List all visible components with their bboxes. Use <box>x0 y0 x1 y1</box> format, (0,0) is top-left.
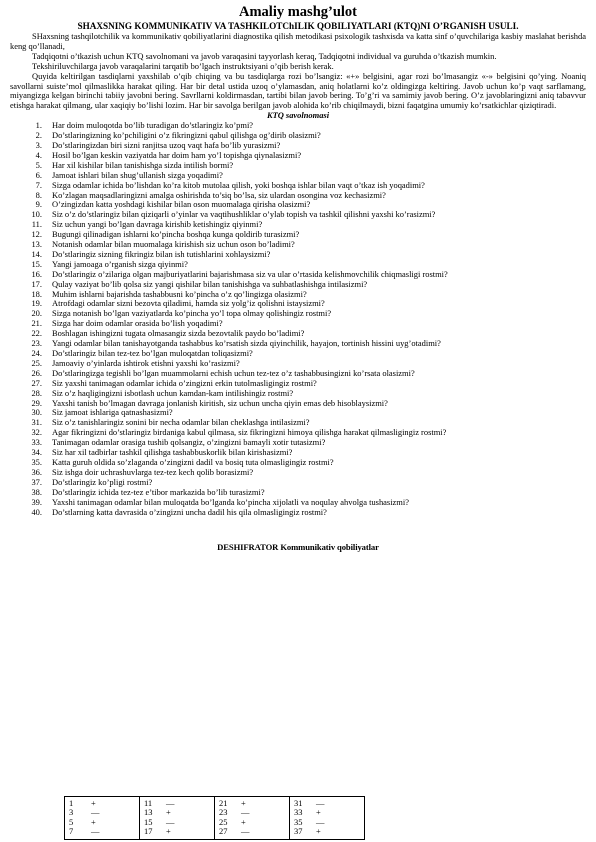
question-text: Tanimagan odamlar orasiga tushib qolsangiz, o’zingizni bamayli xotir tutasizmi? <box>52 437 326 448</box>
decoder-sign: — <box>91 826 100 837</box>
question-text: Yaxshi tanish bo’lmagan davraga jonlanish kiritish, siz uchun uncha qiyin emas deb hisoblaysizmi? <box>52 397 388 408</box>
question-text: Do’stlaringizdan biri sizni ranjitsa uzoq vaqt hafa bo’lib yurasizmi? <box>52 139 281 150</box>
decoder-sign: — <box>316 816 325 827</box>
question-number: 2. <box>35 130 42 141</box>
decoder-pair <box>294 827 360 836</box>
decoder-question-number: 37 <box>294 826 303 837</box>
decoder-question-number: 23 <box>219 807 228 818</box>
decoder-question-number: 33 <box>294 807 303 818</box>
question-text: Do’stlaringiz ichida tez-tez e’tibor markazida bo’lib turasizmi? <box>52 486 265 497</box>
decoder-cell <box>290 797 365 840</box>
decoder-pair <box>219 818 285 827</box>
decoder-question-number: 15 <box>144 816 153 827</box>
decoder-pair <box>69 799 135 808</box>
decoder-question-number: 11 <box>144 798 153 808</box>
intro-paragraphs <box>10 32 586 111</box>
question-text: Siz o’z do’stlaringiz bilan qiziqarli o’yinlar va vaqtihushliklar o’ylab topish va tashkil qilishni yaxshi ko’rasizmi? <box>52 209 436 220</box>
section-heading: KTQ savolnomasi <box>266 110 330 121</box>
question-number: 30. <box>31 407 42 418</box>
question-text: Siz o’z haqligingizni isbotlash uchun kamdan-kam intilishingiz rostmi? <box>52 387 294 398</box>
decoder-sign: — <box>91 807 100 818</box>
decoder-question-number: 27 <box>219 826 228 837</box>
decoder-sign: — <box>166 816 175 827</box>
decoder-sign: + <box>316 826 321 837</box>
question-number: 18. <box>31 288 42 299</box>
intro-paragraph: Tekshiriluvchilarga javob varaqalarini tarqatib bo’lgach instruktsiyani o’qib berish kerak. <box>32 60 334 71</box>
question-text: Atrofdagi odamlar sizni bezovta qiladimi, hamda siz yolg’iz qolishni istaysizmi? <box>52 298 325 309</box>
decoder-question-number: 5 <box>69 816 74 827</box>
decoder-sign: — <box>316 798 325 808</box>
question-number: 14. <box>31 248 42 259</box>
question-text: Do’stlaringizning ko’pchiligini o’z fikringizni qabul qilishga og’dirib olasizmi? <box>52 130 321 141</box>
question-number: 16. <box>31 268 42 279</box>
decoder-pair <box>144 818 210 827</box>
question-text: Do’stlaringiz o’zilariga olgan majburiyatlarini bajarishmasa siz va ular o’rtasida kelishmovchilik chiqmasligi rostmi? <box>52 268 448 279</box>
decoder-sign: + <box>166 807 171 818</box>
decoder-sign: + <box>241 816 246 827</box>
decoder-sign: + <box>91 816 96 827</box>
document-subtitle: SHAXSNING KOMMUNIKATIV VA TASHKILOTChILIK QOBILIYATLARI (KTQ)NI O’RGANISH USULI. <box>77 21 519 31</box>
decoder-sign: — <box>241 826 250 837</box>
decoder-pair <box>69 808 135 817</box>
question-text: Qulay vaziyat bo’lib qolsa siz yangi qishilar bilan tanishishga va suhbatlashishga intilasizmi? <box>52 278 368 289</box>
question-number: 39. <box>31 496 42 507</box>
question-text: Siz uchun yangi bo’lgan davraga kirishib ketishingiz qiyinmi? <box>52 219 263 230</box>
question-number: 4. <box>35 149 42 160</box>
question-text: Hosil bo’lgan keskin vaziyatda har doim ham yo’l topishga qiynalasizmi? <box>52 149 302 160</box>
decoder-pair <box>219 827 285 836</box>
question-number: 23. <box>31 338 42 349</box>
decoder-pair <box>69 827 135 836</box>
decoder-question-number: 13 <box>144 807 153 818</box>
question-text: Do’stlaringiz sizning fikringiz bilan ish tutishlarini xohlaysizmi? <box>52 248 271 259</box>
question-text: Do’stlarning katta davrasida o’zingizni uncha dadil his qila olmasligingiz rostmi? <box>52 506 327 517</box>
decoder-sign: + <box>166 826 171 837</box>
decoder-pair <box>294 818 360 827</box>
question-number: 21. <box>31 318 42 329</box>
intro-paragraph: Quyida keltirilgan tasdiqlarni yaxshilab o’qib chiqing va bu tasdiqlarga rozi bo’lsangiz: «+» belgisini, agar rozi bo’lmasangiz «-» belgisini qo’ying. Noaniq savollarni suiste’mol qilmaslikka harakat qiling. Har bir detal ustida uzoq o’ylamasdan, aniq holatlarni ko’z oldingizga keltiring. Javob uchun ko’p vaqt sarflamang, miyangizga kelgan birinchi tabiiy javobni bering. Savrllarni koldirmasdan, tartibi bilan javob bering. To’g’ri va samimiy javob bering. O’z javoblaringizni aniq tabavvur etishga harakat qilmang, ular xaqiqiy bo’lishi lozim. Har bir savolga berilgan javob alohida ko’rib chiqilmaydi, bizni faqatgina umumiy ko’rsatkichlar qiziqtiradi. <box>10 70 586 111</box>
decoder-pair <box>294 808 360 817</box>
decoder-sign: — <box>241 807 250 818</box>
question-number: 15. <box>31 258 42 269</box>
decoder-pair <box>144 799 210 808</box>
decoder-sign: — <box>166 798 175 808</box>
question-text: Har xil kishilar bilan tanishishga sizda intilish bormi? <box>52 159 234 170</box>
decoder-question-number: 17 <box>144 826 153 837</box>
decoder-question-number: 1 <box>69 798 74 808</box>
question-number: 32. <box>31 427 42 438</box>
question-number: 12. <box>31 229 42 240</box>
intro-paragraph: Tadqiqotni o’tkazish uchun KTQ savolnomani va javob varaqasini tayyorlash keraq, Tadqiqotni individual va guruhda o’tkazish mumkin. <box>32 50 497 61</box>
question-text: Siz ishga doir uchrashuvlarga tez-tez kech qolib borasizmi? <box>52 466 254 477</box>
question-number: 13. <box>31 239 42 250</box>
question-list <box>10 121 586 517</box>
question-number: 27. <box>31 377 42 388</box>
question-number: 11. <box>31 219 42 230</box>
question-number: 31. <box>31 417 42 428</box>
question-number: 22. <box>31 328 42 339</box>
decoder-question-number: 35 <box>294 816 303 827</box>
question-number: 36. <box>31 466 42 477</box>
question-number: 28. <box>31 387 42 398</box>
question-number: 25. <box>31 357 42 368</box>
question-text: Do’stlaringiz ko’pligi rostmi? <box>52 476 153 487</box>
question-text: Boshlagan ishingizni tugata olmasangiz sizda bezovtalik paydo bo’ladimi? <box>52 328 305 339</box>
decoder-sign: + <box>316 807 321 818</box>
question-text: Siz yaxshi tanimagan odamlar ichida o’zingizni erkin tutolmasligingiz rostmi? <box>52 377 317 388</box>
decoder-question-number: 25 <box>219 816 228 827</box>
question-number: 19. <box>31 298 42 309</box>
decoder-pair <box>219 808 285 817</box>
question-text: Do’stlaringiz bilan tez-tez bo’lgan muloqatdan toliqasizmi? <box>52 348 253 358</box>
question-number: 17. <box>31 278 42 289</box>
question-text: Jamoaviy o’yinlarda ishtirok etishni yaxshi ko’rasizmi? <box>52 357 240 368</box>
question-text: Jamoat ishlari bilan shug’ullanish sizga yoqadimi? <box>52 169 223 180</box>
decoder-question-number: 7 <box>69 826 74 837</box>
question-number: 9. <box>35 199 42 210</box>
question-text: Siz jamoat ishlariga qatnashasizmi? <box>52 407 173 418</box>
question-number: 3. <box>35 139 42 150</box>
question-item <box>10 508 586 518</box>
question-number: 1. <box>35 120 42 131</box>
question-number: 33. <box>31 437 42 448</box>
decoder-row <box>65 797 365 840</box>
question-text: Bugungi qilinadigan ishlarni ko’pincha boshqa kunga qoldirib turasizmi? <box>52 229 300 240</box>
question-text: Siz har xil tadbirlar tashkil qilishga tashabbuskorlik bilan kirishasizmi? <box>52 447 293 458</box>
question-number: 5. <box>35 159 42 170</box>
question-number: 8. <box>35 189 42 200</box>
question-text: Sizga har doim odamlar orasida bo’lish yoqadimi? <box>52 318 223 329</box>
question-text: Sizga odamlar ichida bo’lishdan ko’ra kitob mutolaa qilish, yoki boshqa ishlar bilan vaqt o’tkaz ish yoqadimi? <box>52 179 425 190</box>
decoder-table <box>64 796 365 840</box>
question-text: Yangi jamoaga o’rganish sizga qiyinmi? <box>52 258 188 269</box>
question-text: O’zingizdan katta yoshdagi kishilar bilan oson muomalaga qirisha olasizmi? <box>52 199 311 210</box>
deshifrator-title: DESHIFRATOR Kommunikativ qobiliyatlar <box>217 542 379 553</box>
document-title: Amaliy mashg’ulot <box>238 4 358 20</box>
question-text: Katta guruh oldida so’zlaganda o’zingizni dadil va bosiq tuta olmasligingiz rostmi? <box>52 456 334 467</box>
question-text: Do’stlaringizga tegishli bo’lgan muammolarni echish uchun tez-tez o’z tashabbusingizni ko’rsata olasizmi? <box>52 367 415 378</box>
decoder-question-number: 3 <box>69 807 74 818</box>
decoder-cell <box>215 797 290 840</box>
decoder-pair <box>69 818 135 827</box>
question-number: 6. <box>35 169 42 180</box>
question-text: Har doim muloqotda bo’lib turadigan do’stlaringiz ko’pmi? <box>52 120 254 131</box>
question-text: Ko’zlagan maqsadlaringizni amalga oshirishda to’siq bo’lsa, siz ulardan osongina voz kechasizmi? <box>52 189 386 200</box>
question-text: Notanish odamlar bilan muomalaga kirishish siz uchun oson bo’ladimi? <box>52 239 295 250</box>
question-number: 20. <box>31 308 42 319</box>
question-text: Yaxshi tanimagan odamlar bilan muloqatda bo’lganda ko’pincha xijolatli va noqulay ahvolga tushasizmi? <box>52 496 409 507</box>
decoder-pair <box>219 799 285 808</box>
question-number: 26. <box>31 367 42 378</box>
decoder-question-number: 21 <box>219 798 228 808</box>
question-text: Yangi odamlar bilan tanishayotganda tashabbus ko’rsatish sizda qiyinchilik, hayajon, tortinish hissini uyg’otadimi? <box>52 338 441 349</box>
question-text: Muhim ishlarni bajarishda tashabbusni ko’pincha o’z qo’lingizga olasizmi? <box>52 288 307 299</box>
question-number: 34. <box>31 447 42 458</box>
decoder-sign: + <box>241 798 246 808</box>
question-number: 10. <box>31 209 42 220</box>
decoder-pair <box>144 808 210 817</box>
decoder-question-number: 31 <box>294 798 303 808</box>
decoder-cell <box>140 797 215 840</box>
question-number: 37. <box>31 476 42 487</box>
decoder-pair <box>144 827 210 836</box>
question-number: 38. <box>31 486 42 497</box>
question-text: Agar fikringizni do’stlaringiz birdaniga kabul qilmasa, siz fikringizni himoya qilishga harakat qilmasligingiz rostmi? <box>52 427 447 438</box>
question-number: 24. <box>31 348 42 358</box>
decoder-cell <box>65 797 140 840</box>
intro-paragraph: SHaxsning tashqilotchilik va kommunikativ qobiliyatlarini diagnostika qilish metodikasi psixologik tashxisda va katta sinf o’quvchilariga kasbiy maslahat berishda keng qo’llanadi, <box>10 31 586 51</box>
question-number: 40. <box>31 506 42 517</box>
question-number: 35. <box>31 456 42 467</box>
decoder-pair <box>294 799 360 808</box>
question-text: Siz o’z tanishlaringiz sonini bir necha odamlar bilan cheklashga intilasizmi? <box>52 417 310 428</box>
question-text: Sizga notanish bo’lgan vaziyatlarda ko’pincha yo’l topa olmay qolishingiz rostmi? <box>52 308 332 319</box>
decoder-sign: + <box>91 798 96 808</box>
question-number: 29. <box>31 397 42 408</box>
question-number: 7. <box>35 179 42 190</box>
